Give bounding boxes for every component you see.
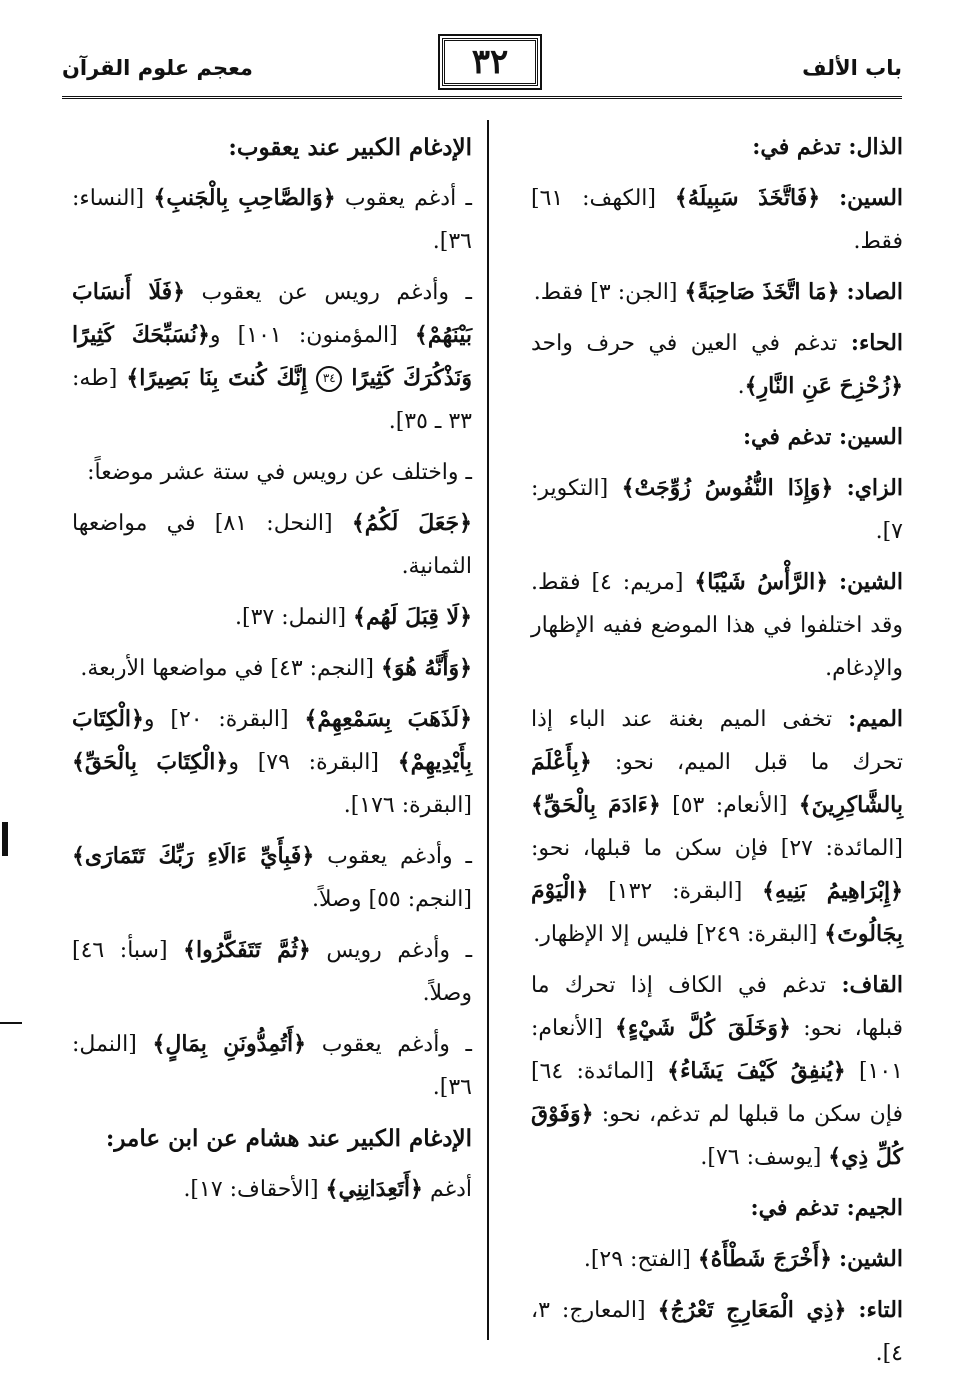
entry-dhal: الذال: تدغم في: (752, 134, 903, 160)
verse: ﴿زُحْزِحَ عَنِ النَّارِ﴾ (744, 373, 903, 399)
entry-sheen-2 (531, 1238, 903, 1281)
verse: ﴿فَلَا أَنسَابَ بَيْنَهُمْ﴾ (72, 279, 472, 348)
verse-reference: [المعارج: ٣، ٤]. (531, 1298, 903, 1366)
entry-text: ـ وأدغم يعقوب (321, 1032, 472, 1057)
entry-text: ـ أدغم يعقوب (344, 186, 472, 211)
verse: ﴿ءَادَمَ بِالْحَقِّ﴾ (531, 792, 661, 818)
verse-reference: [البقرة: ١٧٦]. (343, 793, 472, 818)
entry-label: التاء: (858, 1297, 904, 1323)
verse: ﴿وَإِذَا النُّفُوسُ زُوِّجَتْ﴾ (621, 475, 834, 501)
verse: ﴿لَا قِبَلَ لَهُم﴾ (353, 604, 472, 630)
verse: ﴿وَالصَّاحِبِ بِالْجَنبِ﴾ (153, 185, 336, 211)
entry-text: تخفى الميم بغنة عند الباء إذا تحرك ما قبل الميم، نحو: (531, 707, 903, 775)
section-heading-yaqub: الإدغام الكبير عند يعقوب: (228, 134, 472, 161)
verse: ﴿بِأَعْلَمَ بِالشَّاكِرِينَ﴾ (531, 749, 903, 818)
entry-text: ـ وأدغم يعقوب (327, 844, 472, 869)
entry-label: الشين: (839, 569, 903, 595)
verse: ﴿وَخَلَقَ كُلَّ شَيْءٍ﴾ (615, 1015, 791, 1041)
verse-reference: [الكهف: ٦١] فقط. (531, 186, 903, 254)
entry-haa (531, 322, 903, 408)
header-rule (62, 96, 902, 99)
verse-reference: [النمل: ٣٦]. (72, 1032, 472, 1100)
verse-reference: [النجم: ٤٣] في مواضعها الأربعة. (80, 656, 374, 681)
verse: ﴿مَا اتَّخَذَ صَاحِبَةً﴾ (684, 279, 840, 305)
entry-jeem: الجيم: تدغم في: (750, 1195, 903, 1221)
entry-sad (531, 271, 903, 314)
entry-label: الميم: (848, 706, 904, 732)
paragraph (72, 596, 472, 639)
verse-reference: [الجن: ٣] فقط. (533, 280, 678, 305)
paragraph (72, 177, 472, 263)
page-number: ٣٢ (442, 38, 538, 86)
paragraph (72, 698, 472, 827)
ayah-number-icon: ٣٤ (316, 366, 342, 392)
verse-reference: [الفتح: ٢٩]. (583, 1247, 691, 1272)
book-title: معجم علوم القرآن (62, 56, 253, 80)
verse-reference: [البقرة: ٢٠] و (143, 707, 289, 732)
verse-reference: [الأحقاف: ١٧]. (183, 1177, 319, 1202)
entry-text: [المائدة: ٦٤] فإن سكن ما قبلها لم تدغم، نحو: (531, 1059, 903, 1127)
paragraph (72, 1023, 472, 1109)
entry-text: ـ وأدغم رويس عن يعقوب (201, 280, 472, 305)
entry-taa (531, 1289, 903, 1375)
verse-reference: [مريم: ٤] فقط. وقد اختلفوا في هذا الموضع ففيه الإظهار والإدغام. (531, 570, 903, 681)
entry-label: الشين: (839, 1246, 903, 1272)
paragraph (72, 1168, 472, 1211)
scan-mark (2, 822, 8, 856)
left-column (72, 126, 472, 1219)
verse: ﴿ثُمَّ تَتَفَكَّرُوا﴾ (183, 937, 311, 963)
right-column (531, 126, 903, 1383)
verse: إِنَّكَ كُنتَ بِنَا بَصِيرًا﴾ (126, 365, 308, 391)
verse: ﴿أَتُمِدُّونَنِ بِمَالٍ﴾ (152, 1031, 307, 1057)
entry-text: ـ وأدغم رويس (326, 938, 473, 963)
entry-qaf (531, 964, 903, 1179)
section-heading-hisham: الإدغام الكبير عند هشام عن ابن عامر: (105, 1125, 472, 1152)
entry-seen-2: السين: تدغم في: (742, 424, 903, 450)
verse-reference: [طه: ٣٣ ـ ٣٥]. (72, 366, 472, 434)
verse: ﴿يُنفِقُ كَيْفَ يَشَاءُ﴾ (667, 1058, 846, 1084)
verse-reference: [الأنعام: ١٠١] (531, 1016, 903, 1084)
verse: ﴿إِبْرَاهِيمُ بَنِيهِ﴾ (762, 878, 903, 904)
entry-label: الحاء: (850, 330, 904, 356)
verse: ﴿الْيَوْمَ بِجَالُوتَ﴾ (531, 878, 903, 947)
column-divider (487, 120, 489, 1340)
verse: ﴿الْكِتَابَ بِالْحَقِّ﴾ (72, 749, 229, 775)
entry-label: الزاي: (846, 475, 904, 501)
entry-sheen (531, 561, 903, 690)
verse: ﴿أَخْرَجَ شَطْأَهُ﴾ (697, 1246, 833, 1272)
verse: ﴿الْكِتَابَ بِأَيْدِيهِمْ﴾ (72, 706, 472, 775)
verse-reference: [النساء: ٣٦]. (72, 186, 472, 254)
verse-reference: [التكوير: ٧]. (531, 476, 903, 544)
verse-reference: [النحل: ٨١] في مواضعها الثمانية. (72, 511, 472, 579)
entry-text: [المائدة: ٢٧] فإن سكن ما قبلها، نحو: (531, 836, 903, 861)
verse: ﴿جَعَلَ لَكُمُ﴾ (351, 510, 472, 536)
page-header (62, 32, 902, 94)
entry-zay (531, 467, 903, 553)
verse-reference: [النمل: ٣٧]. (235, 605, 347, 630)
paragraph: ـ واختلف عن رويس في ستة عشر موضعاً: (87, 460, 472, 485)
verse-reference: [البقرة: ١٣٢] (608, 879, 743, 904)
verse: ﴿نُسَبِّحَكَ كَثِيرًا وَنَذْكُرَكَ كَثِيرًا (72, 322, 473, 391)
paragraph (72, 502, 472, 588)
verse: ﴿فَبِأَيِّ ءَالَاءِ رَبِّكَ تَتَمَارَى﴾ (72, 843, 315, 869)
paragraph (72, 929, 472, 1015)
entry-label: السين: (839, 185, 904, 211)
scan-mark (0, 1022, 22, 1024)
entry-text: [البقرة: ٢٤٩] فليس إلا الإظهار. (533, 922, 818, 947)
paragraph (72, 835, 472, 921)
entry-text: تدغم في الكاف إذا تحرك ما قبلها، نحو: (531, 973, 903, 1041)
verse: ﴿الرَّأْسُ شَيْبًا﴾ (694, 569, 829, 595)
verse-reference: [البقرة: ٧٩] و (228, 750, 379, 775)
entry-text: تدغم في العين في حرف واحد (531, 331, 838, 356)
entry-text: أدغم (429, 1177, 472, 1202)
verse-reference: [الأنعام: ٥٣] (672, 793, 788, 818)
chapter-title: باب الألف (802, 56, 902, 80)
entry-meem (531, 698, 903, 956)
verse-reference: [المؤمنون: ١٠١] و (209, 323, 398, 348)
entry-text: . (737, 374, 745, 399)
entry-label: القاف: (841, 972, 904, 998)
verse: ﴿فَاتَّخَذَ سَبِيلَهُ﴾ (674, 185, 821, 211)
entry-seen-1 (531, 177, 903, 263)
paragraph (72, 647, 472, 690)
verse: ﴿وَفَوْقَ كُلِّ ذِي﴾ (531, 1101, 903, 1170)
verse: ﴿ذِي الْمَعَارِجِ تَعْرُجُ﴾ (657, 1297, 847, 1323)
paragraph (72, 271, 472, 443)
verse-reference: [سبأ: ٤٦] وصلاً. (72, 938, 472, 1006)
verse: ﴿أَتَعِدَانِنِي﴾ (325, 1176, 423, 1202)
verse-reference: [النجم: ٥٥] وصلاً. (312, 887, 472, 912)
entry-label: الصاد: (846, 279, 903, 305)
verse: ﴿لَذَهَبَ بِسَمْعِهِمْ﴾ (304, 706, 473, 732)
verse: ﴿وَأَنَّهُ هُوَ﴾ (380, 655, 472, 681)
verse-reference: [يوسف: ٧٦]. (700, 1145, 822, 1170)
